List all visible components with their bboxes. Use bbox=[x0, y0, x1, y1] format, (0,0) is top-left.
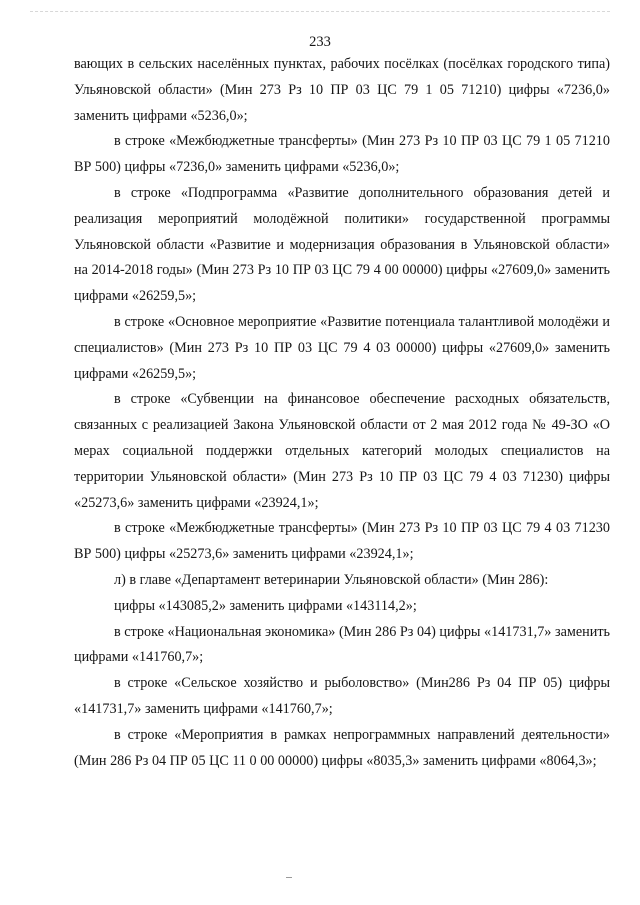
paragraph-section-heading: л) в главе «Департамент ветеринарии Ульяновской области» (Мин 286): bbox=[114, 571, 549, 588]
paragraph: в строке «Национальная экономика» (Мин 286 Рз 04) цифры «141731,7» заменить цифрами «141760,7»; bbox=[74, 623, 610, 666]
paragraph: в строке «Межбюджетные трансферты» (Мин 273 Рз 10 ПР 03 ЦС 79 4 03 71230 ВР 500) цифры «25273,6» заменить цифрами «23924,1»; bbox=[74, 520, 610, 563]
scan-artifact-line bbox=[30, 11, 610, 13]
paragraph: в строке «Основное мероприятие «Развитие потенциала талантливой молодёжи и специалистов» (Мин 273 Рз 10 ПР 03 ЦС 79 4 03 00000) цифры «27609,0» заменить цифрами «26259,5»; bbox=[74, 313, 610, 382]
paragraph: в строке «Подпрограмма «Развитие дополнительного образования детей и реализация мероприятий молодёжной политики» государственной программы Ульяновской области «Развитие и модернизация образования в Ульяновской области» на 2014-2018 годы» (Мин 273 Рз 10 ПР 03 ЦС 79 4 00 00000) цифры «27609,0» заменить цифрами «26259,5»; bbox=[74, 184, 610, 305]
paragraph: цифры «143085,2» заменить цифрами «143114,2»; bbox=[114, 597, 417, 614]
page-number: 233 bbox=[309, 34, 331, 50]
paragraph-continuation: вающих в сельских населённых пунктах, рабочих посёлках (посёлках городского типа) Ульяновской области» (Мин 273 Рз 10 ПР 03 ЦС 79 1 05 71210) цифры «7236,0» заменить цифрами «5236,0»; bbox=[74, 56, 610, 124]
document-body bbox=[74, 52, 610, 774]
paragraph: в строке «Межбюджетные трансферты» (Мин 273 Рз 10 ПР 03 ЦС 79 1 05 71210 ВР 500) цифры «7236,0» заменить цифрами «5236,0»; bbox=[74, 133, 610, 176]
paragraph: в строке «Сельское хозяйство и рыболовство» (Мин286 Рз 04 ПР 05) цифры «141731,7» заменить цифрами «141760,7»; bbox=[74, 675, 610, 717]
scan-artifact-mark bbox=[286, 877, 292, 878]
paragraph: в строке «Мероприятия в рамках непрограммных направлений деятельности» (Мин 286 Рз 04 ПР 05 ЦС 11 0 00 00000) цифры «8035,3» заменить цифрами «8064,3»; bbox=[74, 726, 610, 769]
paragraph: в строке «Субвенции на финансовое обеспечение расходных обязательств, связанных с реализацией Закона Ульяновской области от 2 мая 2012 года № 49-ЗО «О мерах социальной поддержки отдельных категорий молодых специалистов на территории Ульяновской области» (Мин 273 Рз 10 ПР 03 ЦС 79 4 03 71230) цифры «25273,6» заменить цифрами «23924,1»; bbox=[74, 391, 610, 511]
